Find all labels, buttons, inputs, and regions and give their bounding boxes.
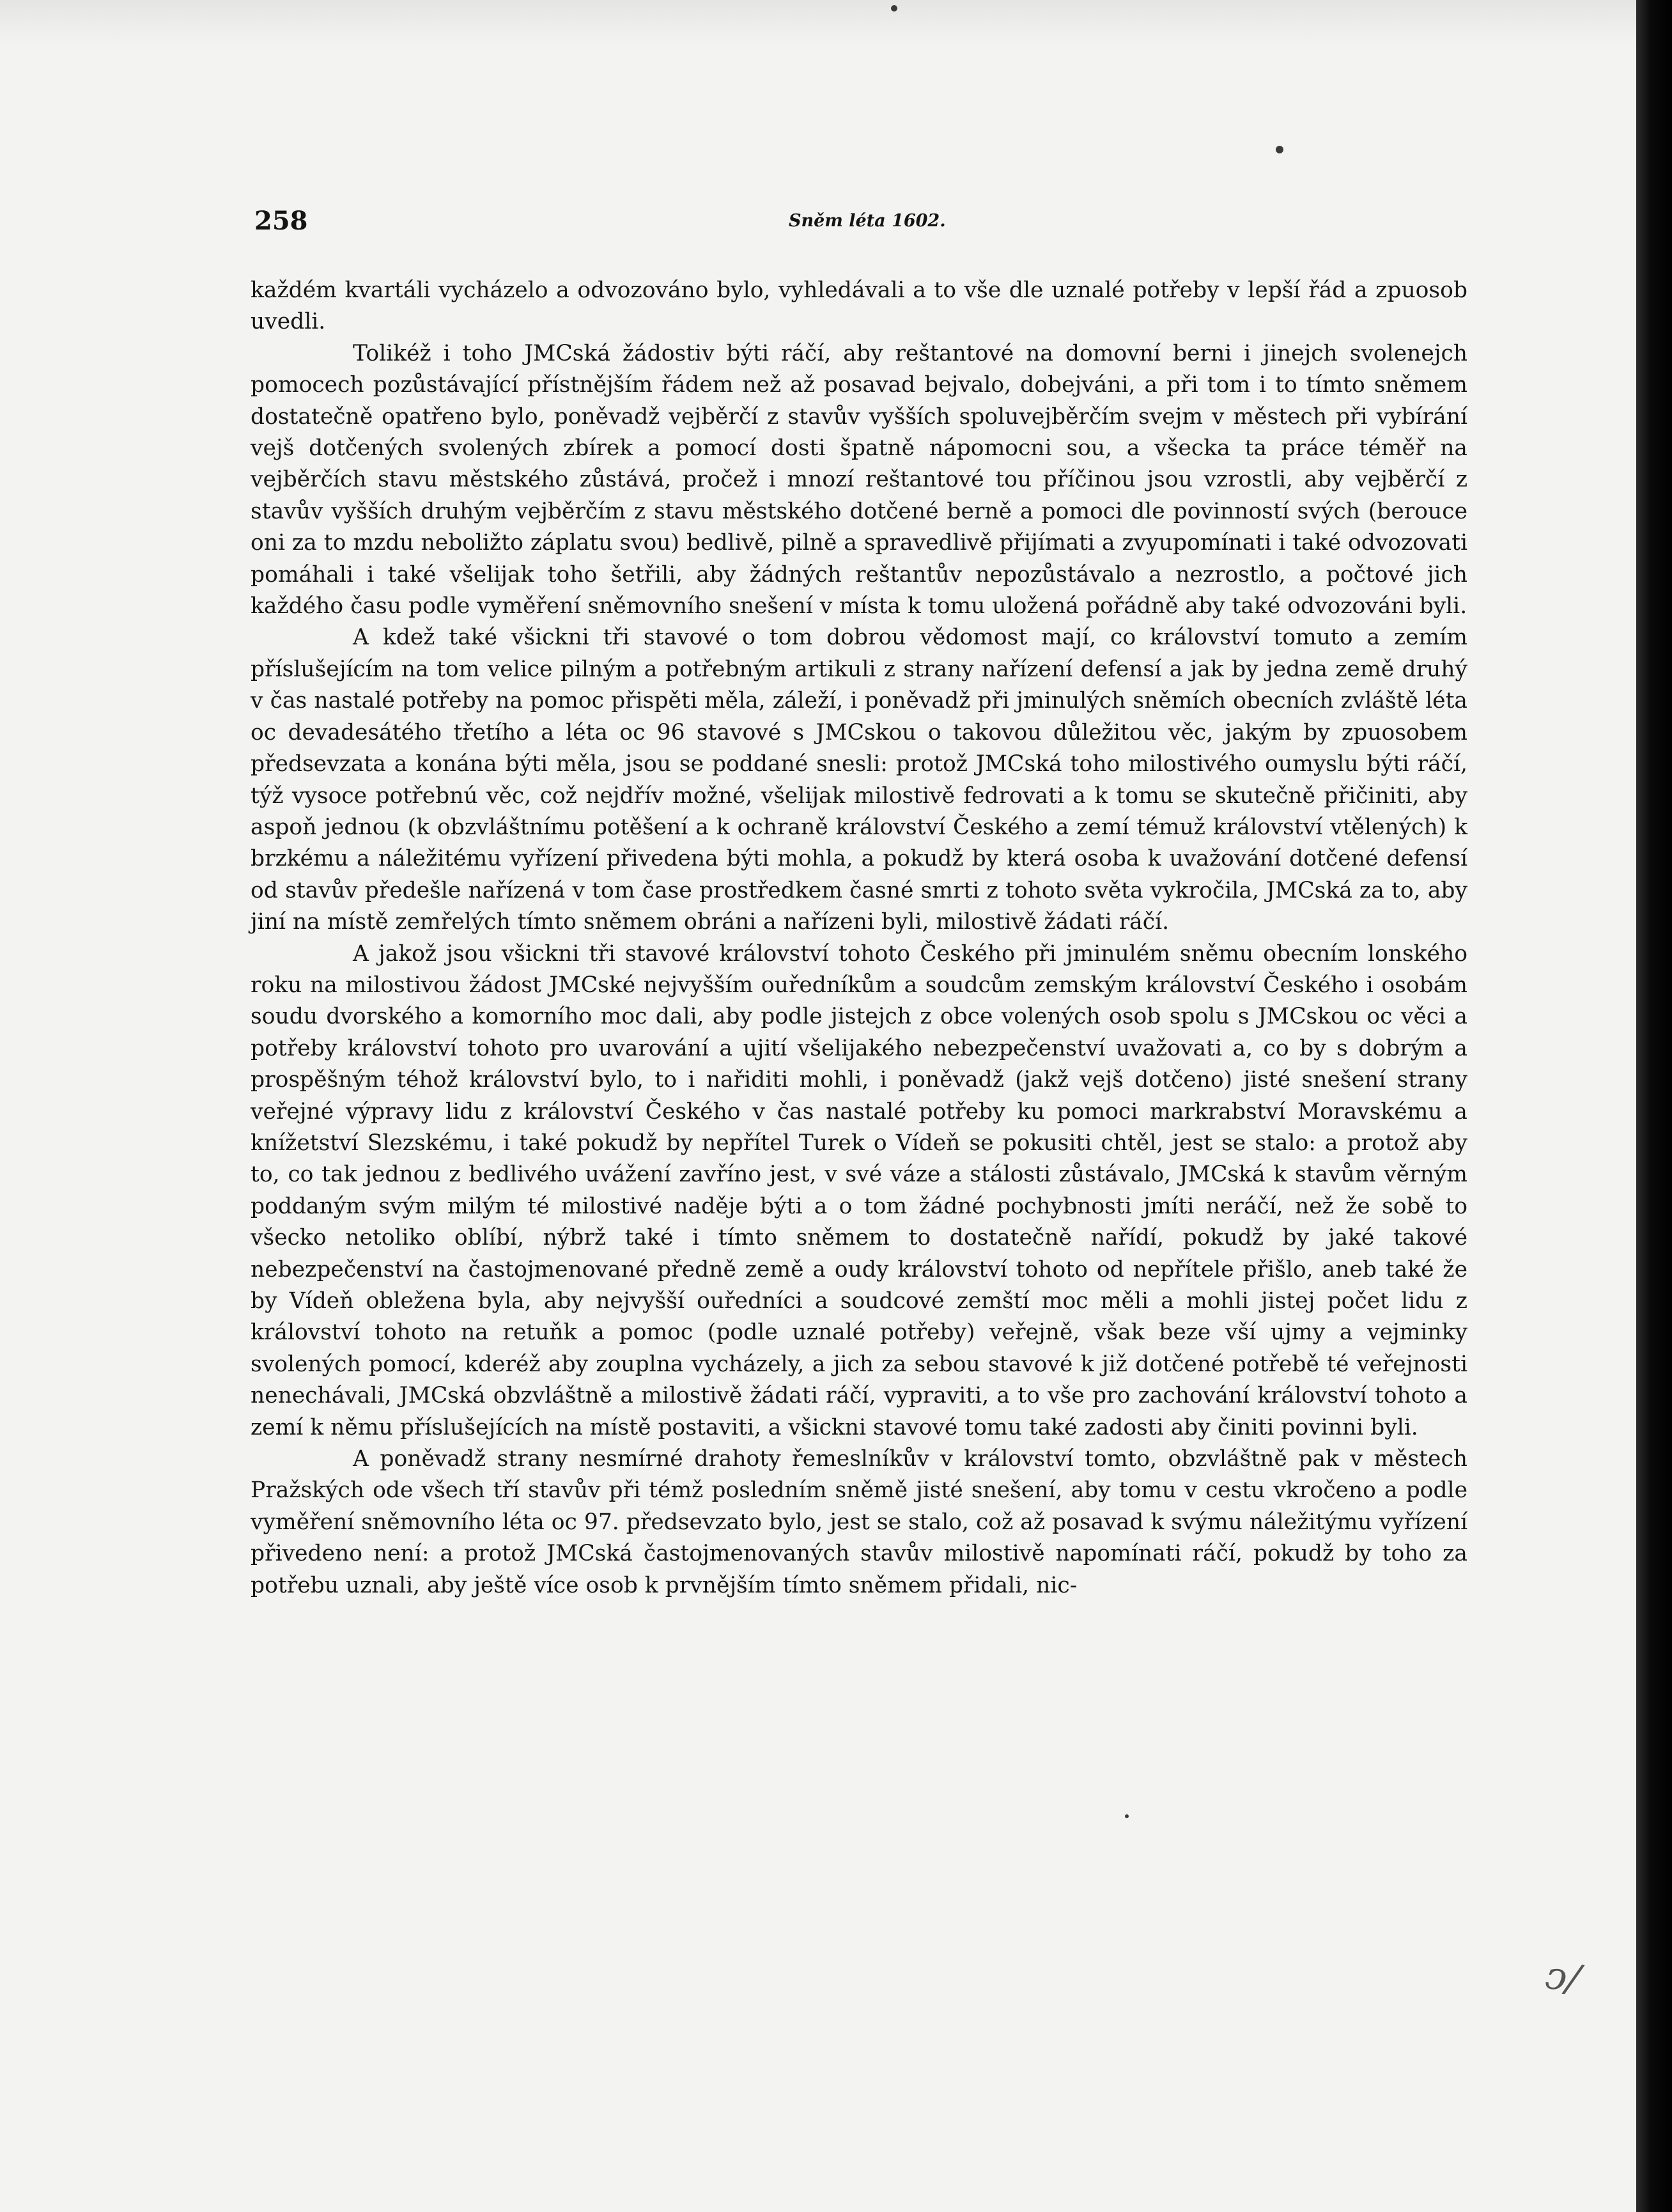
paragraph-expedition: A jakož jsou všicknі tři stavové království tohoto Českého při jminulém sněmu obecním lonského roku na milostivou žádost JMCské nejvyšším ouředníkům a soudcům zemským království Českého i osobám soudu dvorského a komorního moc dali, aby podle jistejch z obce volených osob spolu s JMCskou oc věci a potřeby království tohoto pro uvarování a ujití všelijakého nebezpečenství uvažovati a, co by s dobrým a prospěšným téhož království bylo, to i nařiditi mohli, i poněvadž (jakž vejš dotčeno) jisté snešení strany veřejné výpravy lidu z království Českého v čas nastalé potřeby ku pomoci markrabství Moravskému a knížetství Slezskému, i také pokudž by nepřítel Turek o Vídeň se pokusiti chtěl, jest se stalo: a protož aby to, co tak jednou z bedlivého uvážení zavříno jest, v své váze a stálosti zůstávalo, JMCská k stavům věrným poddaným svým milým té milostivé naděje býti a o tom žádné pochybnosti jmíti neráčí, než že sobě to všecko netoliko oblíbí, nýbrž také i tímto sněmem to dostatečně nařídí, pokudž by jaké takové nebezpečenství na častojmenované předně země a oudy království tohoto od nepřítele přišlo, aneb také že by Vídeň obležena byla, aby nejvyšší ouředníci a soudcové zemští moc měli a mohli jistej počet lidu z království tohoto na retuňk a pomoc (podle uznalé potřeby) veřejně, však beze vší ujmy a vejminky svolených pomocí, kderéž aby zouplna vycházely, a jich za sebou stavové k již dotčené potřebě té veřejnosti nenechávali, JMCská obzvláštně a milostivě žádati ráčí, vypraviti, a to vše pro zachování království tohoto a zemí k němu příslušejících na místě postaviti, a všicknі stavové tomu také zadosti aby činiti povinni byli.	[251, 940, 1467, 1440]
page-header	[254, 206, 1474, 244]
scan-edge-shadow	[1636, 0, 1672, 2212]
running-title: Sněm léta 1602.	[789, 211, 946, 231]
dust-speck	[891, 5, 897, 12]
dust-speck	[1276, 146, 1283, 153]
margin-pencil-mark: ↄ/	[1542, 1952, 1583, 2002]
paragraph-craftsmen: A poněvadž strany nesmírné drahoty řemeslníkův v království tomto, obzvláštně pak v městech Pražských ode všech tří stavův při témž posledním sněmě jisté snešení, aby tomu v cestu vkročeno a podle vyměření sněmovního léta oc 97. předsevzato bylo, jest se stalo, což až posavad k svýmu náležitýmu vyřízení přivedeno není: a protož JMCská častojmenovaných stavův milostivě napomínati ráčí, pokudž by toho za potřebu uznali, aby ještě více osob k prvnějším tímto sněmem přidali, nic-	[251, 1446, 1467, 1598]
dust-speck	[1125, 1814, 1129, 1818]
page-number: 258	[254, 206, 308, 236]
paragraph-defense: A kdež také všicknі tři stavové o tom dobrou vědomost mají, co království tomuto a zemím příslušejícím na tom velice pilným a potřebným artikuli z strany nařízení defensí a jak by jedna země druhý v čas nastalé potřeby na pomoc přispěti měla, záleží, i poněvadž při jminulých sněmích obecních zvláště léta oc devadesátého třetího a léta oc 96 stavové s JMCskou o takovou důležitou věc, jakým by zpuosobem předsevzata a konána býti měla, jsou se poddané snesli: protož JMCská toho milostivého oumyslu býti ráčí, týž vysoce potřebnú věc, což nejdřív možné, všelijak milostivě fedrovati a k tomu se skutečně přičiniti, aby aspoň jednou (k obzvláštnímu potěšení a k ochraně království Českého a zemí témuž království vtělených) k brzkému a náležitému vyřízení přivedena býti mohla, a pokudž by která osoba k uvažování dotčené defensí od stavův předešle nařízená v tom čase prostředkem časné smrti z tohoto světa vykročila, JMCská za to, aby jiní na místě zemřelých tímto sněmem obráni a nařízeni byli, milostivě žádati ráčí.	[251, 625, 1467, 935]
scan-top-shade	[0, 0, 1636, 45]
paragraph-reštantové: Tolikéž i toho JMCská žádostiv býti ráčí, aby reštantové na domovní berni i jinejch svolenejch pomocech pozůstávající přístnějším řádem než až posavad bejvalo, dobejváni, a při tom i to tímto sněmem dostatečně opatřeno bylo, poněvadž vejběrčí z stavův vyšších spoluvejběrčím svejm v městech při vybírání vejš dotčených svolených zbírek a pomocí dosti špatně nápomocni sou, a všecka ta práce téměř na vejběrčích stavu městského zůstává, pročež i mnozí reštantové tou příčinou jsou vzrostli, aby vejběrčí z stavův vyšších druhým vejběrčím z stavu městského dotčené berně a pomoci dle povinností svých (berouce oni za to mzdu neboližto záplatu svou) bedlivě, pilně a spravedlivě přijímati a zvyupomínati i také odvozovati pomáhali i také všelijak toho šetřili, aby žádných reštantův nepozůstávalo a nezrostlo, a počtové jich každého času podle vyměření sněmovního snešení v místa k tomu uložená pořádně aby také odvozováni byli.	[251, 340, 1467, 619]
paragraph-continuation: každém kvartáli vycházelo a odvozováno bylo, vyhledávali a to vše dle uznalé potřeby v lepší řád a zpuosob uvedli.	[251, 277, 1467, 335]
body-text	[251, 275, 1467, 1601]
